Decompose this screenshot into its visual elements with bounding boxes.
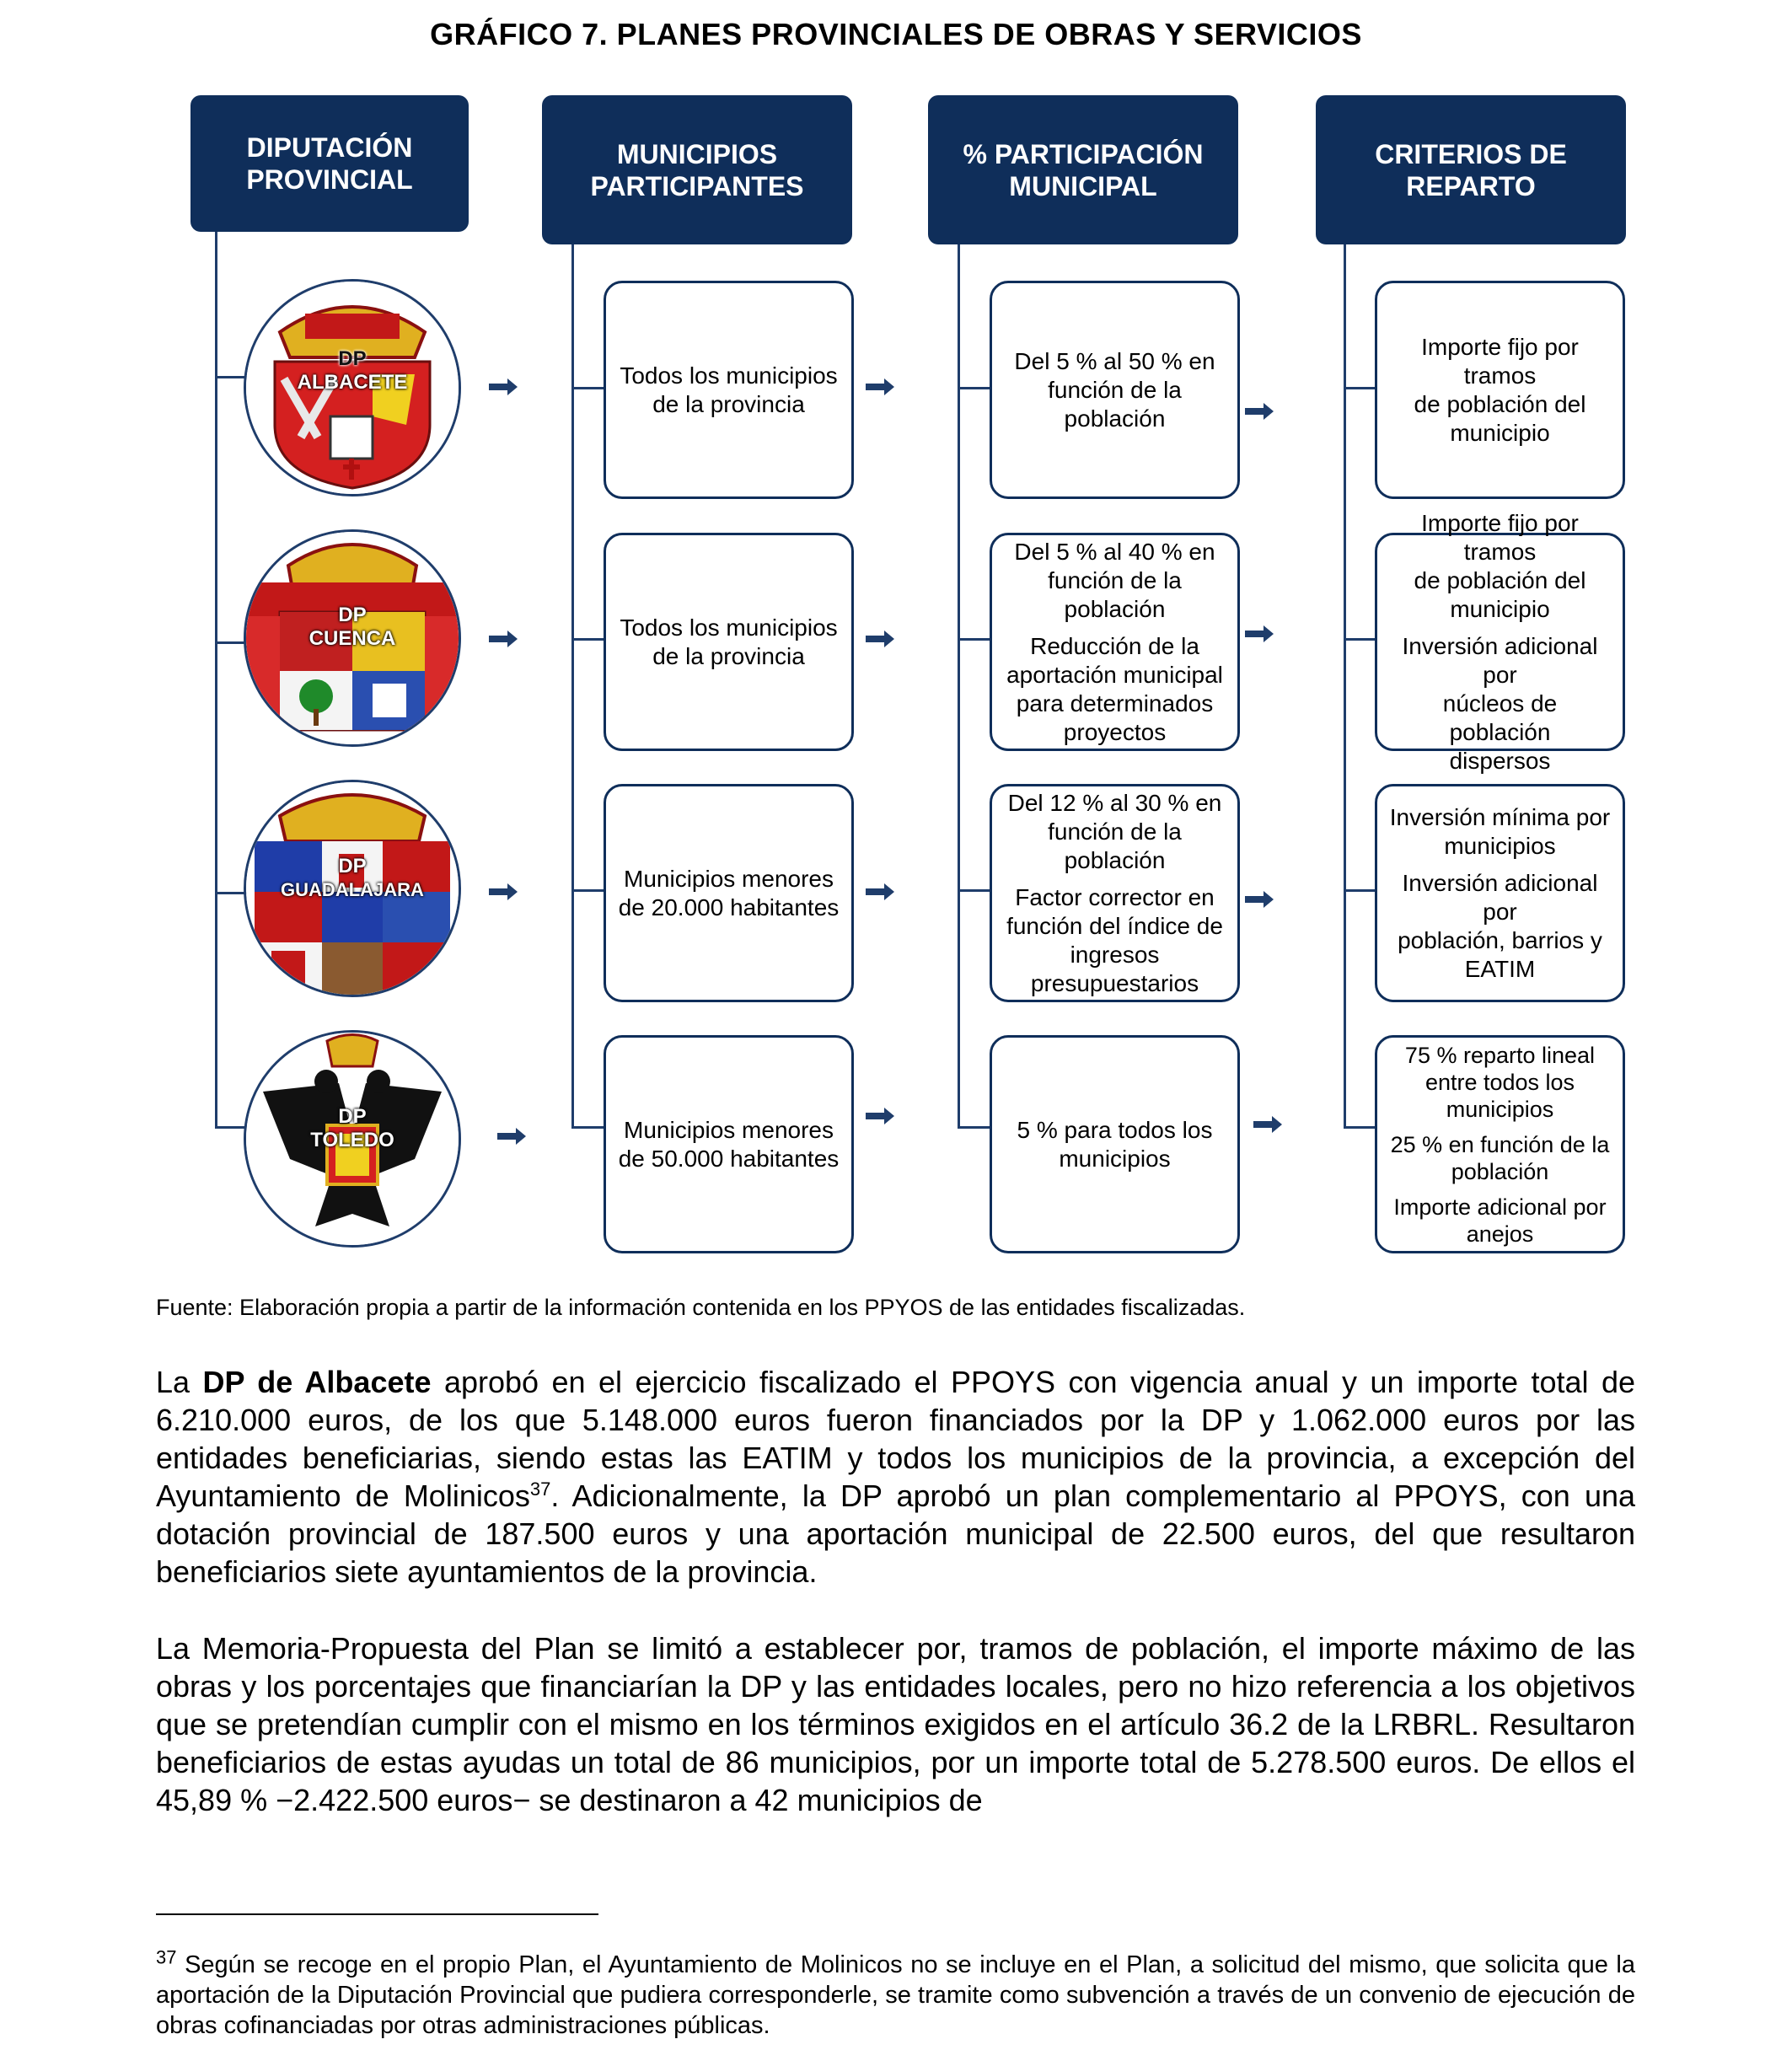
box-text: Reducción de la aportación municipal para determinados proyectos (1006, 632, 1223, 745)
seal-label-name: ALBACETE (297, 371, 408, 394)
participation-box-albacete (990, 281, 1240, 499)
arrow-right-icon (1245, 889, 1275, 910)
participation-box-toledo (990, 1035, 1240, 1253)
connector-line (1344, 1126, 1376, 1129)
arrow-right-icon (866, 882, 896, 902)
arrow-right-icon (1245, 401, 1275, 421)
participants-box-albacete (604, 281, 854, 499)
box-text: Inversión mínima por municipios (1389, 803, 1611, 859)
header-municipios: MUNICIPIOS PARTICIPANTES (542, 95, 852, 244)
box-text: Todos los municipios de la provincia (620, 362, 838, 417)
header-criterios: CRITERIOS DE REPARTO (1316, 95, 1626, 244)
connector-line (958, 387, 990, 389)
connector-line (571, 638, 604, 641)
participation-box-cuenca (990, 533, 1240, 751)
seal-label-dp: DP (338, 855, 367, 877)
arrow-right-icon (489, 882, 519, 902)
connector-line (215, 232, 217, 1128)
connector-line (958, 1126, 990, 1129)
toledo-seal (244, 1030, 461, 1248)
arrow-right-icon (489, 629, 519, 649)
box-text: Del 5 % al 50 % en función de la población (1014, 347, 1215, 432)
connector-line (571, 387, 604, 389)
arrow-right-icon (497, 1126, 528, 1146)
criteria-box-albacete (1375, 281, 1625, 499)
header-diputacion: DIPUTACIÓN PROVINCIAL (190, 95, 469, 232)
box-text: Del 12 % al 30 % en función de la población (1007, 789, 1222, 873)
connector-line (571, 244, 574, 1128)
seal-label-dp: DP (338, 1105, 367, 1128)
seal-label-name: CUENCA (309, 627, 396, 650)
footnote (156, 1946, 1635, 2041)
guadalajara-seal (244, 780, 461, 997)
box-text: 75 % reparto lineal entre todos los municipios (1404, 1042, 1596, 1122)
connector-line (958, 244, 960, 1128)
cuenca-seal (244, 529, 461, 747)
box-text: Todos los municipios de la provincia (620, 614, 838, 669)
box-text: Importe fijo por tramos de población del municipio (1414, 333, 1586, 446)
connector-line (1344, 638, 1376, 641)
figure-title: GRÁFICO 7. PLANES PROVINCIALES DE OBRAS Y SERVICIOS (430, 17, 1362, 51)
box-text: Del 5 % al 40 % en función de la población (1014, 538, 1215, 622)
box-text: Municipios menores de 20.000 habitantes (618, 865, 840, 920)
footnote-separator (156, 1913, 598, 1915)
arrow-right-icon (866, 629, 896, 649)
arrow-right-icon (489, 377, 519, 397)
seal-label-name: GUADALAJARA (281, 879, 424, 900)
footnote-number: 37 (156, 1946, 177, 1968)
box-text: Municipios menores de 50.000 habitantes (618, 1116, 840, 1172)
p1-text: La (156, 1365, 203, 1399)
box-text: Inversión adicional por población, barrios y EATIM (1398, 869, 1602, 982)
connector-line (1344, 387, 1376, 389)
figure-source: Fuente: Elaboración propia a partir de la información contenida en los PPYOS de las entidades fiscalizadas. (156, 1295, 1246, 1320)
box-text: 5 % para todos los municipios (1017, 1116, 1213, 1172)
participation-box-guadalajara (990, 784, 1240, 1002)
box-text: Inversión adicional por núcleos de población dispersos (1402, 632, 1598, 774)
connector-line (1344, 244, 1346, 1128)
arrow-right-icon (866, 377, 896, 397)
arrow-right-icon (866, 1106, 896, 1126)
arrow-right-icon (1245, 624, 1275, 644)
box-text: Importe adicional por anejos (1393, 1194, 1607, 1247)
connector-line (571, 1126, 604, 1129)
participants-box-toledo (604, 1035, 854, 1253)
participants-box-cuenca (604, 533, 854, 751)
footnote-text: Según se recoge en el propio Plan, el Ayuntamiento de Molinicos no se incluye en el Plan, a solicitud del mismo, que solicita que la aportación de la Diputación Provincial que pudiera corresponderle, se tramite como subvención a través de un convenio de ejecución de obras cofinanciadas por otras administraciones públicas. (156, 1951, 1635, 2039)
p2-text: La Memoria-Propuesta del Plan se limitó a establecer por, tramos de población, el importe máximo de las obras y los porcentajes que financiarían la DP y las entidades locales, pero no hizo referencia a los objetivos que se pretendían cumplir con el mismo en los términos exigidos en el artículo 36.2 de la LRBRL. Resultaron beneficiarios de estas ayudas un total de 86 municipios, por un importe total de 5.278.500 euros. De ellos el 45,89 % −2.422.500 euros− se destinaron a 42 municipios de (156, 1631, 1635, 1817)
paragraph-2 (156, 1629, 1635, 1819)
connector-line (958, 889, 990, 892)
p1-text: . Adicionalmente, la DP aprobó un plan complementario al PPOYS, con una dotación provincial de 187.500 euros y una aportación municipal de 22.500 euros, del que resultaron beneficiarios siete ayuntamientos de la provincia. (156, 1478, 1636, 1589)
connector-line (571, 889, 604, 892)
albacete-seal (244, 279, 461, 496)
box-text: Factor corrector en función del índice de ingresos presupuestarios (1006, 883, 1223, 996)
header-participacion: % PARTICIPACIÓN MUNICIPAL (928, 95, 1238, 244)
box-text: 25 % en función de la población (1390, 1131, 1610, 1184)
criteria-box-toledo (1375, 1035, 1625, 1253)
box-text: Importe fijo por tramos de población del municipio (1414, 509, 1586, 622)
seal-label-dp: DP (338, 604, 367, 626)
p1-bold: DP de Albacete (202, 1365, 432, 1399)
seal-label-name: TOLEDO (310, 1129, 394, 1151)
footnote-ref: 37 (529, 1478, 551, 1500)
criteria-box-guadalajara (1375, 784, 1625, 1002)
participants-box-guadalajara (604, 784, 854, 1002)
p1-text: aprobó en el ejercicio fiscalizado el PPOYS con vigencia anual y un importe total de 6.210.000 euros, de los que 5.148.000 euros fueron financiados por la DP y 1.062.000 euros por las entidades beneficiarias, siendo estas las EATIM y todos los municipios de la provincia, a excepción del Ayuntamiento de Molinicos (156, 1365, 1636, 1513)
arrow-right-icon (1253, 1114, 1284, 1135)
paragraph-1 (156, 1363, 1635, 1591)
connector-line (1344, 889, 1376, 892)
criteria-box-cuenca (1375, 509, 1625, 774)
connector-line (958, 638, 990, 641)
seal-label-dp: DP (338, 347, 367, 370)
